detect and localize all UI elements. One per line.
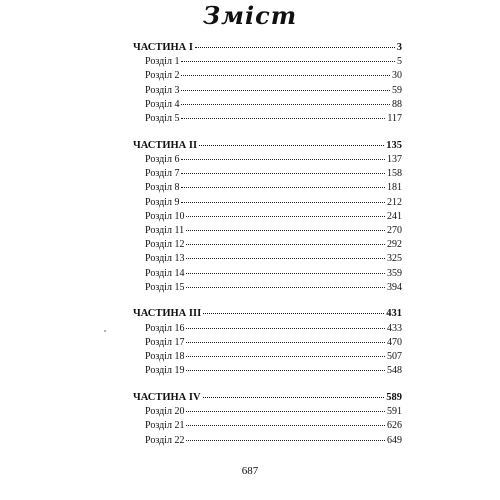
toc-entry-page: 181 bbox=[387, 182, 402, 194]
toc-entry-label: Розділ 3 bbox=[145, 84, 180, 96]
toc-chapter-entry bbox=[145, 267, 402, 281]
dot-leader bbox=[186, 425, 385, 426]
toc-entry-page: 241 bbox=[387, 210, 402, 222]
toc-entry-label: Розділ 22 bbox=[145, 434, 185, 446]
dot-leader bbox=[203, 313, 384, 314]
toc-chapter-entry bbox=[145, 364, 402, 378]
toc-chapter-entry bbox=[145, 98, 402, 112]
dot-leader bbox=[186, 216, 385, 217]
toc-entry-page: 270 bbox=[387, 224, 402, 236]
dot-leader bbox=[186, 230, 385, 231]
dot-leader bbox=[186, 440, 385, 441]
dot-leader bbox=[186, 328, 385, 329]
toc-entry-label: Розділ 7 bbox=[145, 168, 180, 180]
toc-entry-label: Розділ 2 bbox=[145, 70, 180, 82]
toc-entry-label: Розділ 4 bbox=[145, 98, 180, 110]
dot-leader bbox=[181, 104, 390, 105]
toc-entry-page: 117 bbox=[387, 113, 402, 124]
toc-entry-label: Розділ 5 bbox=[145, 113, 180, 124]
toc-entry-page: 589 bbox=[386, 391, 402, 403]
toc-entry-label: Розділ 21 bbox=[145, 420, 185, 432]
toc-part-entry bbox=[133, 391, 402, 405]
toc-entry-label: Розділ 14 bbox=[145, 267, 185, 279]
dot-leader bbox=[181, 118, 385, 119]
toc-entry-label: ЧАСТИНА IV bbox=[133, 391, 201, 403]
toc-entry-page: 433 bbox=[387, 322, 402, 334]
dot-leader bbox=[186, 258, 385, 259]
dot-leader bbox=[181, 173, 385, 174]
toc-entry-label: Розділ 18 bbox=[145, 351, 185, 362]
toc-chapter-entry bbox=[145, 405, 402, 419]
dot-leader bbox=[203, 397, 385, 398]
toc-entry-label: Розділ 8 bbox=[145, 182, 180, 194]
toc-entry-label: Розділ 12 bbox=[145, 239, 185, 251]
dot-leader bbox=[181, 202, 385, 203]
toc-chapter-entry bbox=[145, 322, 402, 336]
toc-chapter-entry bbox=[145, 112, 402, 126]
toc-chapter-entry bbox=[145, 84, 402, 98]
toc-entry-label: Розділ 19 bbox=[145, 365, 185, 377]
toc-entry-page: 212 bbox=[387, 196, 402, 208]
toc-part-entry bbox=[133, 139, 402, 153]
toc-entry-label: ЧАСТИНА ІІІ bbox=[133, 308, 202, 320]
dot-leader bbox=[186, 370, 385, 371]
toc-entry-page: 292 bbox=[387, 239, 402, 251]
dot-leader bbox=[181, 61, 395, 62]
toc-entry-page: 59 bbox=[392, 84, 402, 96]
toc-entry-page: 3 bbox=[396, 42, 402, 53]
dot-leader bbox=[186, 287, 385, 288]
toc-entry-page: 626 bbox=[387, 420, 402, 432]
toc-entry-label: Розділ 20 bbox=[145, 406, 185, 418]
toc-part-entry bbox=[133, 41, 402, 55]
toc-entry-label: Розділ 17 bbox=[145, 336, 185, 348]
dot-leader bbox=[186, 356, 385, 357]
dot-leader bbox=[181, 159, 385, 160]
toc-chapter-entry bbox=[145, 419, 402, 433]
toc-chapter-entry bbox=[145, 55, 402, 69]
toc-entry-page: 394 bbox=[387, 281, 402, 293]
toc-part-entry bbox=[133, 307, 402, 321]
toc-chapter-entry bbox=[145, 434, 402, 448]
page-title: Зміст bbox=[202, 1, 298, 30]
toc-entry-page: 135 bbox=[386, 139, 402, 151]
toc-entry-page: 137 bbox=[387, 153, 402, 165]
dot-leader bbox=[199, 145, 384, 146]
toc-chapter-entry bbox=[145, 224, 402, 238]
toc-chapter-entry bbox=[145, 350, 402, 364]
toc-entry-page: 470 bbox=[387, 336, 402, 348]
toc-chapter-entry bbox=[145, 210, 402, 224]
toc-chapter-entry bbox=[145, 281, 402, 295]
toc-entry-label: Розділ 15 bbox=[145, 281, 185, 293]
toc-entry-label: Розділ 9 bbox=[145, 196, 180, 208]
toc-entry-page: 325 bbox=[387, 253, 402, 265]
toc-entry-page: 88 bbox=[392, 98, 402, 110]
toc-chapter-entry bbox=[145, 153, 402, 167]
toc-chapter-entry bbox=[145, 238, 402, 252]
toc-entry-label: ЧАСТИНА ІІ bbox=[133, 139, 198, 151]
scan-speck bbox=[104, 330, 106, 332]
toc-entry-label: Розділ 16 bbox=[145, 322, 185, 334]
toc-chapter-entry bbox=[145, 196, 402, 210]
toc-chapter-entry bbox=[145, 69, 402, 83]
toc-entry-page: 507 bbox=[387, 351, 402, 362]
dot-leader bbox=[181, 75, 390, 76]
toc-entry-page: 359 bbox=[387, 267, 402, 279]
toc-chapter-entry bbox=[145, 181, 402, 195]
dot-leader bbox=[181, 187, 385, 188]
toc-entry-page: 5 bbox=[397, 56, 402, 68]
toc-entry-page: 431 bbox=[386, 308, 402, 320]
toc-entry-label: Розділ 10 bbox=[145, 210, 185, 222]
toc-entry-label: Розділ 1 bbox=[145, 56, 180, 68]
dot-leader bbox=[186, 273, 385, 274]
dot-leader bbox=[186, 244, 385, 245]
toc-chapter-entry bbox=[145, 167, 402, 181]
dot-leader bbox=[181, 90, 390, 91]
toc-entry-label: ЧАСТИНА І bbox=[133, 42, 193, 53]
toc-entry-label: Розділ 13 bbox=[145, 253, 185, 265]
dot-leader bbox=[186, 342, 385, 343]
toc-entry-page: 548 bbox=[387, 365, 402, 377]
dot-leader bbox=[195, 47, 395, 48]
toc-entry-label: Розділ 6 bbox=[145, 153, 180, 165]
toc-chapter-entry bbox=[145, 252, 402, 266]
dot-leader bbox=[186, 411, 385, 412]
toc-entry-page: 30 bbox=[392, 70, 402, 82]
toc-entry-page: 158 bbox=[387, 168, 402, 180]
toc-entry-label: Розділ 11 bbox=[145, 224, 185, 236]
toc-entry-page: 591 bbox=[387, 406, 402, 418]
toc-chapter-entry bbox=[145, 336, 402, 350]
page-number: 687 bbox=[241, 465, 259, 477]
toc-entry-page: 649 bbox=[387, 434, 402, 446]
